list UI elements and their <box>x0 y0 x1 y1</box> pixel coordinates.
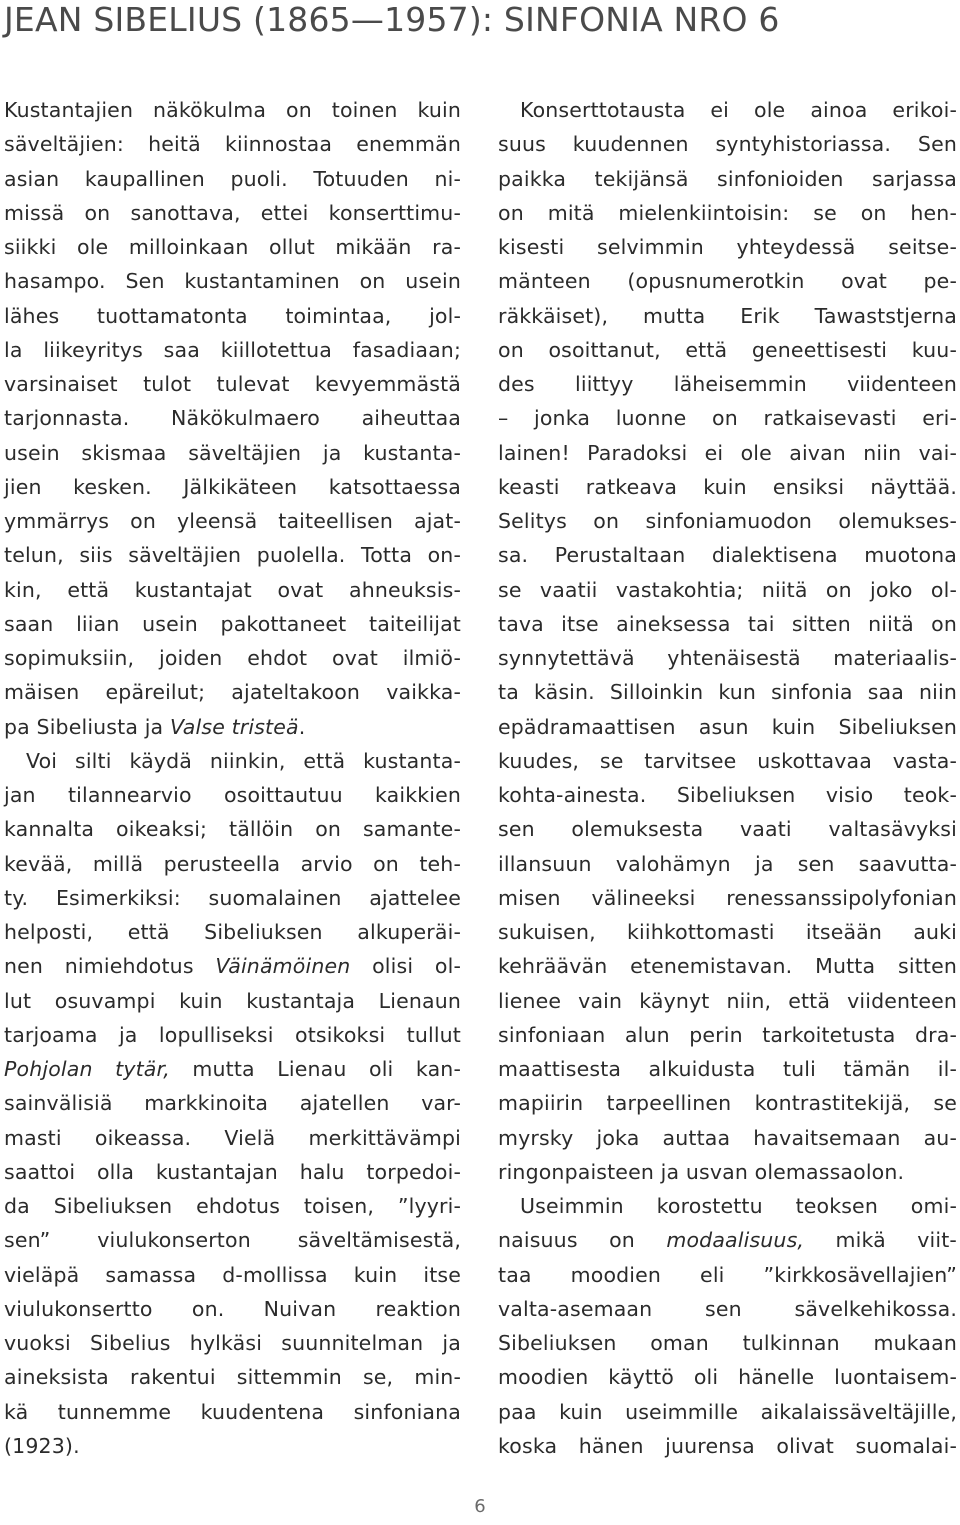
italic-title: Pohjolan tytär, <box>4 1057 170 1081</box>
text-line: Konserttotausta ei ole ainoa erikoi- <box>520 98 957 122</box>
text-line: kevää, millä perusteella arvio on teh- <box>4 851 461 876</box>
text-line: pa Sibeliusta ja Valse tristeä. <box>4 714 306 739</box>
text-line: hasampo. Sen kustantaminen on usein <box>4 269 461 294</box>
text-line: vuoksi Sibelius hylkäsi suunnitelman ja <box>4 1331 461 1355</box>
text-line: ymmärrys on yleensä taiteellisen ajat- <box>4 509 461 533</box>
text-column-right <box>498 93 957 1463</box>
text-line: koska hänen juurensa olivat suomalai- <box>498 1433 957 1458</box>
italic-title: Valse tristeä <box>169 714 299 739</box>
text-line: aineksista rakentui sittemmin se, min- <box>4 1365 461 1390</box>
text-line: siikki ole milloinkaan ollut mikään ra- <box>4 235 461 259</box>
text-line: telun, siis säveltäjien puolella. Totta on- <box>4 543 461 568</box>
text-line: Kustantajien näkökulma on toinen kuin <box>4 98 461 122</box>
text-line: helposti, että Sibeliuksen alkuperäi- <box>4 920 461 944</box>
text-line: Sibeliuksen oman tulkinnan mukaan <box>498 1331 957 1355</box>
text-line: räkkäiset), mutta Erik Tawaststjerna <box>498 303 957 328</box>
text-line: jan tilannearvio osoittautuu kaikkien <box>4 783 461 807</box>
text-line: mänteen (opusnumerotkin ovat pe- <box>498 269 957 294</box>
page-title: JEAN SIBELIUS (1865—1957): SINFONIA NRO 6 <box>4 0 780 39</box>
text-line: missä on sanottava, ettei konserttimu- <box>4 200 461 225</box>
text-line: sen olemuksesta vaati valtasävyksi <box>498 817 957 842</box>
text-line: vieläpä samassa d-mollissa kuin itse <box>4 1262 461 1287</box>
text-line: la liikeyritys saa kiillotettua fasadiaan; <box>4 337 461 362</box>
text-line: taa moodien eli ”kirkkosävellajien” <box>498 1262 957 1287</box>
text-column-left <box>4 93 461 1463</box>
text-line: ringonpaisteen ja usvan olemassaolon. <box>498 1159 905 1184</box>
text-line: moodien käyttö oli hänelle luontaisem- <box>498 1365 957 1390</box>
text-line: lienee vain käynyt niin, että viidenteen <box>498 988 957 1013</box>
text-line: – jonka luonne on ratkaisevasti eri- <box>498 406 957 431</box>
text-line: suus kuudennen syntyhistoriassa. Sen <box>498 132 957 157</box>
text-line: saan liian usein pakottaneet taiteilijat <box>4 611 461 636</box>
text-line: kohta-ainesta. Sibeliuksen visio teok- <box>498 783 957 807</box>
text-line: Useimmin korostettu teoksen omi- <box>520 1194 957 1218</box>
text-line: Selitys on sinfoniamuodon olemukses- <box>498 509 957 533</box>
text-line: sukuisen, kiihkottomasti itseään auki <box>498 920 957 944</box>
text-line: kuudes, se tarvitsee uskottavaa vasta- <box>498 748 957 773</box>
text-line: paa kuin useimmille aikalaissäveltäjille, <box>498 1399 957 1424</box>
text-line: epädramaattisen asun kuin Sibeliuksen <box>498 714 957 739</box>
text-line: on mitä mielenkiintoisin: se on hen- <box>498 200 957 225</box>
text-line: varsinaiset tulot tulevat kevyemmästä <box>4 372 461 396</box>
text-line: sainvälisiä markkinoita ajatellen var- <box>4 1091 461 1116</box>
text-line: tarjoama ja lopulliseksi otsikoksi tullut <box>4 1022 461 1047</box>
text-line: saattoi olla kustantajan halu torpedoi- <box>4 1159 461 1184</box>
italic-title: Väinämöinen <box>215 954 351 979</box>
text-line: kin, että kustantajat ovat ahneuksis- <box>4 577 461 602</box>
text-line: tava itse aineksessa tai sitten niitä on <box>498 611 957 636</box>
text-line: tarjonnasta. Näkökulmaero aiheuttaa <box>4 406 461 431</box>
text-line: maattisesta alkuidusta tuli tämän il- <box>498 1057 957 1081</box>
text-line: synnytettävä yhtenäisestä materiaalis- <box>498 646 957 670</box>
text-line: misen välineeksi renessanssipolyfonian <box>498 885 957 910</box>
text-line: viulukonsertto on. Nuivan reaktion <box>4 1296 461 1321</box>
text-line: myrsky joka auttaa havaitsemaan au- <box>498 1125 957 1150</box>
text-line: mäisen epäreilut; ajateltakoon vaikka- <box>4 680 461 705</box>
text-line: paikka tekijänsä sinfonioiden sarjassa <box>498 166 957 191</box>
text-line: illansuun valohämyn ja sen saavutta- <box>498 851 957 876</box>
page-number: 6 <box>474 1496 486 1517</box>
text-line: (1923). <box>4 1433 80 1458</box>
text-line: Voi silti käydä niinkin, että kustanta- <box>26 748 461 773</box>
text-line: naisuus on modaalisuus, mikä viit- <box>498 1228 957 1253</box>
text-line: da Sibeliuksen ehdotus toisen, ”lyyri- <box>4 1194 461 1218</box>
text-line: keasti ratkeava kuin ensiksi näyttää. <box>498 474 957 499</box>
text-line: valta-asemaan sen sävelkehikossa. <box>498 1296 957 1321</box>
text-line: des liittyy läheisemmin viidenteen <box>498 372 957 396</box>
text-line: se vaatii vastakohtia; niitä on joko ol- <box>498 577 957 602</box>
text-line: sen” viulukonserton säveltämisestä, <box>4 1228 461 1253</box>
text-line: kä tunnemme kuudentena sinfoniana <box>4 1399 461 1424</box>
text-line: lut osuvampi kuin kustantaja Lienaun <box>4 988 461 1013</box>
text-line: jien kesken. Jälkikäteen katsottaessa <box>4 474 461 499</box>
text-line: kannalta oikeaksi; tällöin on samante- <box>4 817 461 842</box>
text-line: mapiirin tarpeellinen kontrastitekijä, se <box>498 1091 957 1116</box>
text-line: ta käsin. Silloinkin kun sinfonia saa niin <box>498 680 957 705</box>
text-line: Pohjolan tytär, mutta Lienau oli kan- <box>4 1057 461 1081</box>
italic-title: modaalisuus, <box>666 1228 805 1253</box>
text-line: usein skismaa säveltäjien ja kustanta- <box>4 440 461 465</box>
text-line: säveltäjien: heitä kiinnostaa enemmän <box>4 132 461 157</box>
text-line: sinfoniaan alun perin tarkoitetusta dra- <box>498 1022 957 1047</box>
text-line: sopimuksiin, joiden ehdot ovat ilmiö- <box>4 646 461 670</box>
text-line: sa. Perustaltaan dialektisena muotona <box>498 543 957 568</box>
text-line: on osoittanut, että geneettisesti kuu- <box>498 337 957 362</box>
text-line: kehräävän etenemistavan. Mutta sitten <box>498 954 957 979</box>
text-line: lähes tuottamatonta toimintaa, jol- <box>4 303 461 328</box>
text-line: ty. Esimerkiksi: suomalainen ajattelee <box>4 885 461 910</box>
text-line: kisesti selvimmin yhteydessä seitse- <box>498 235 957 259</box>
text-line: asian kaupallinen puoli. Totuuden ni- <box>4 166 461 191</box>
text-line: nen nimiehdotus Väinämöinen olisi ol- <box>4 954 461 979</box>
text-line: lainen! Paradoksi ei ole aivan niin vai- <box>498 440 957 465</box>
text-line: masti oikeassa. Vielä merkittävämpi <box>4 1125 461 1150</box>
